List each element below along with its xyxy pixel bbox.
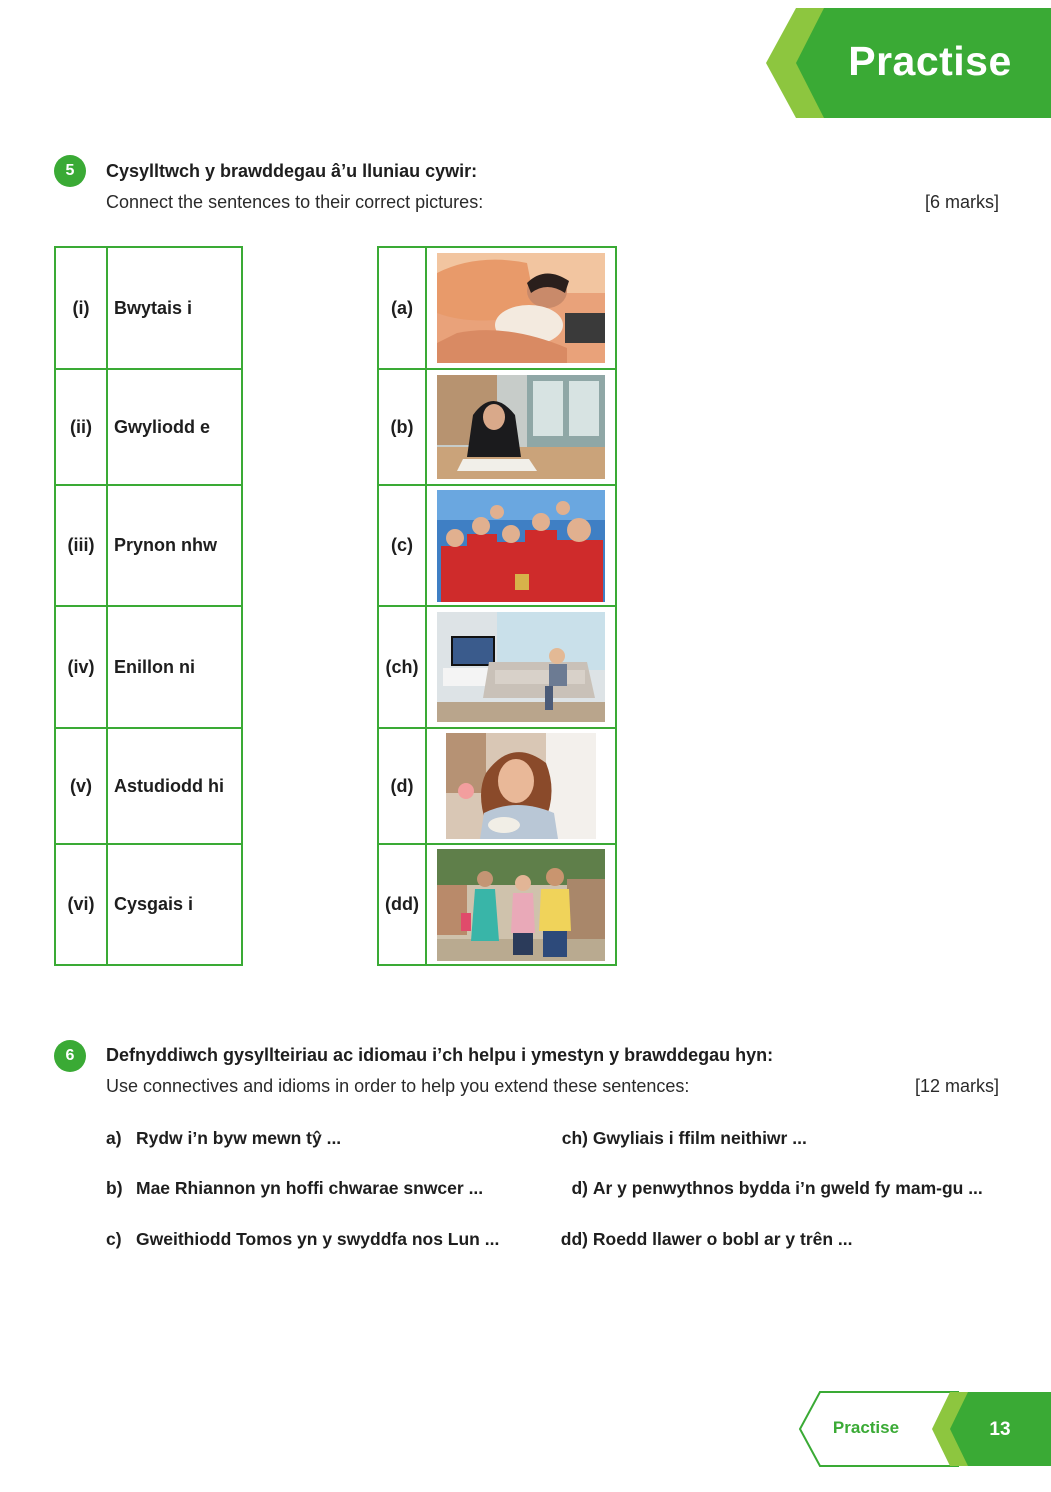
page-number: 13 bbox=[989, 1419, 1011, 1440]
item-label: dd) bbox=[560, 1229, 588, 1249]
list-item bbox=[546, 1128, 807, 1149]
sentences-table bbox=[54, 246, 243, 966]
question-6-welsh: Defnyddiwch gysyllteiriau ac idiomau i’ch helpu i ymestyn y brawddegau hyn: bbox=[106, 1045, 774, 1065]
table-row bbox=[378, 369, 616, 485]
picture-label: (a) bbox=[378, 247, 426, 369]
question-6-badge: 6 bbox=[54, 1040, 86, 1072]
sentence-number: (iii) bbox=[55, 485, 107, 606]
question-6-marks: [12 marks] bbox=[914, 1076, 999, 1096]
item-text: Roedd llawer o bobl ar y trên ... bbox=[592, 1229, 853, 1249]
sleeping-person-photo bbox=[437, 253, 605, 363]
boy-watching-tv-photo bbox=[437, 612, 605, 722]
picture-label: (dd) bbox=[378, 844, 426, 965]
table-row bbox=[55, 247, 242, 369]
picture-label: (d) bbox=[378, 728, 426, 844]
sentence-number: (vi) bbox=[55, 844, 107, 965]
question-5-marks: [6 marks] bbox=[924, 192, 999, 212]
item-label: c) bbox=[106, 1229, 122, 1249]
footer-label: Practise bbox=[832, 1418, 900, 1437]
item-text: Gwyliais i ffilm neithiwr ... bbox=[592, 1128, 807, 1148]
sentence-number: (iv) bbox=[55, 606, 107, 728]
list-item bbox=[106, 1229, 499, 1250]
pictures-table bbox=[377, 246, 617, 966]
item-label: a) bbox=[106, 1128, 122, 1148]
people-shopping-photo bbox=[437, 849, 605, 961]
picture-label: (b) bbox=[378, 369, 426, 485]
sentence-text: Enillon ni bbox=[107, 606, 242, 728]
list-item bbox=[106, 1128, 341, 1149]
question-6-english: Use connectives and idioms in order to help you extend these sentences: bbox=[106, 1076, 690, 1096]
table-row bbox=[378, 247, 616, 369]
sentence-text: Cysgais i bbox=[107, 844, 242, 965]
sentence-number: (ii) bbox=[55, 369, 107, 485]
item-label: d) bbox=[571, 1178, 588, 1198]
table-row bbox=[55, 728, 242, 844]
table-row bbox=[55, 485, 242, 606]
item-text: Rydw i’n byw mewn tŷ ... bbox=[136, 1128, 342, 1148]
sentence-text: Bwytais i bbox=[107, 247, 242, 369]
question-5-welsh: Cysylltwch y brawddegau â’u lluniau cywir: bbox=[106, 161, 478, 181]
table-row bbox=[378, 485, 616, 606]
girl-studying-photo bbox=[437, 375, 605, 479]
team-celebrating-photo bbox=[437, 490, 605, 602]
item-label: ch) bbox=[561, 1128, 588, 1148]
item-text: Ar y penwythnos bydda i’n gweld fy mam-gu ... bbox=[592, 1178, 983, 1198]
sentence-number: (i) bbox=[55, 247, 107, 369]
picture-label: (ch) bbox=[378, 606, 426, 728]
picture-label: (c) bbox=[378, 485, 426, 606]
table-row bbox=[378, 606, 616, 728]
item-text: Gweithiodd Tomos yn y swyddfa nos Lun ... bbox=[136, 1229, 500, 1249]
girl-eating-noodles-photo bbox=[446, 733, 596, 839]
header-title: Practise bbox=[848, 38, 1012, 84]
question-5-english: Connect the sentences to their correct pictures: bbox=[106, 192, 484, 212]
item-label: b) bbox=[106, 1178, 123, 1198]
sentence-text: Gwyliodd e bbox=[107, 369, 242, 485]
sentence-text: Prynon nhw bbox=[107, 485, 242, 606]
list-item bbox=[546, 1229, 853, 1250]
sentence-text: Astudiodd hi bbox=[107, 728, 242, 844]
question-5-badge: 5 bbox=[54, 155, 86, 187]
sentence-number: (v) bbox=[55, 728, 107, 844]
list-item bbox=[106, 1178, 483, 1199]
table-row bbox=[55, 606, 242, 728]
table-row bbox=[378, 728, 616, 844]
list-item bbox=[546, 1178, 983, 1199]
table-row bbox=[55, 369, 242, 485]
item-text: Mae Rhiannon yn hoffi chwarae snwcer ... bbox=[136, 1178, 484, 1198]
table-row bbox=[378, 844, 616, 965]
table-row bbox=[55, 844, 242, 965]
